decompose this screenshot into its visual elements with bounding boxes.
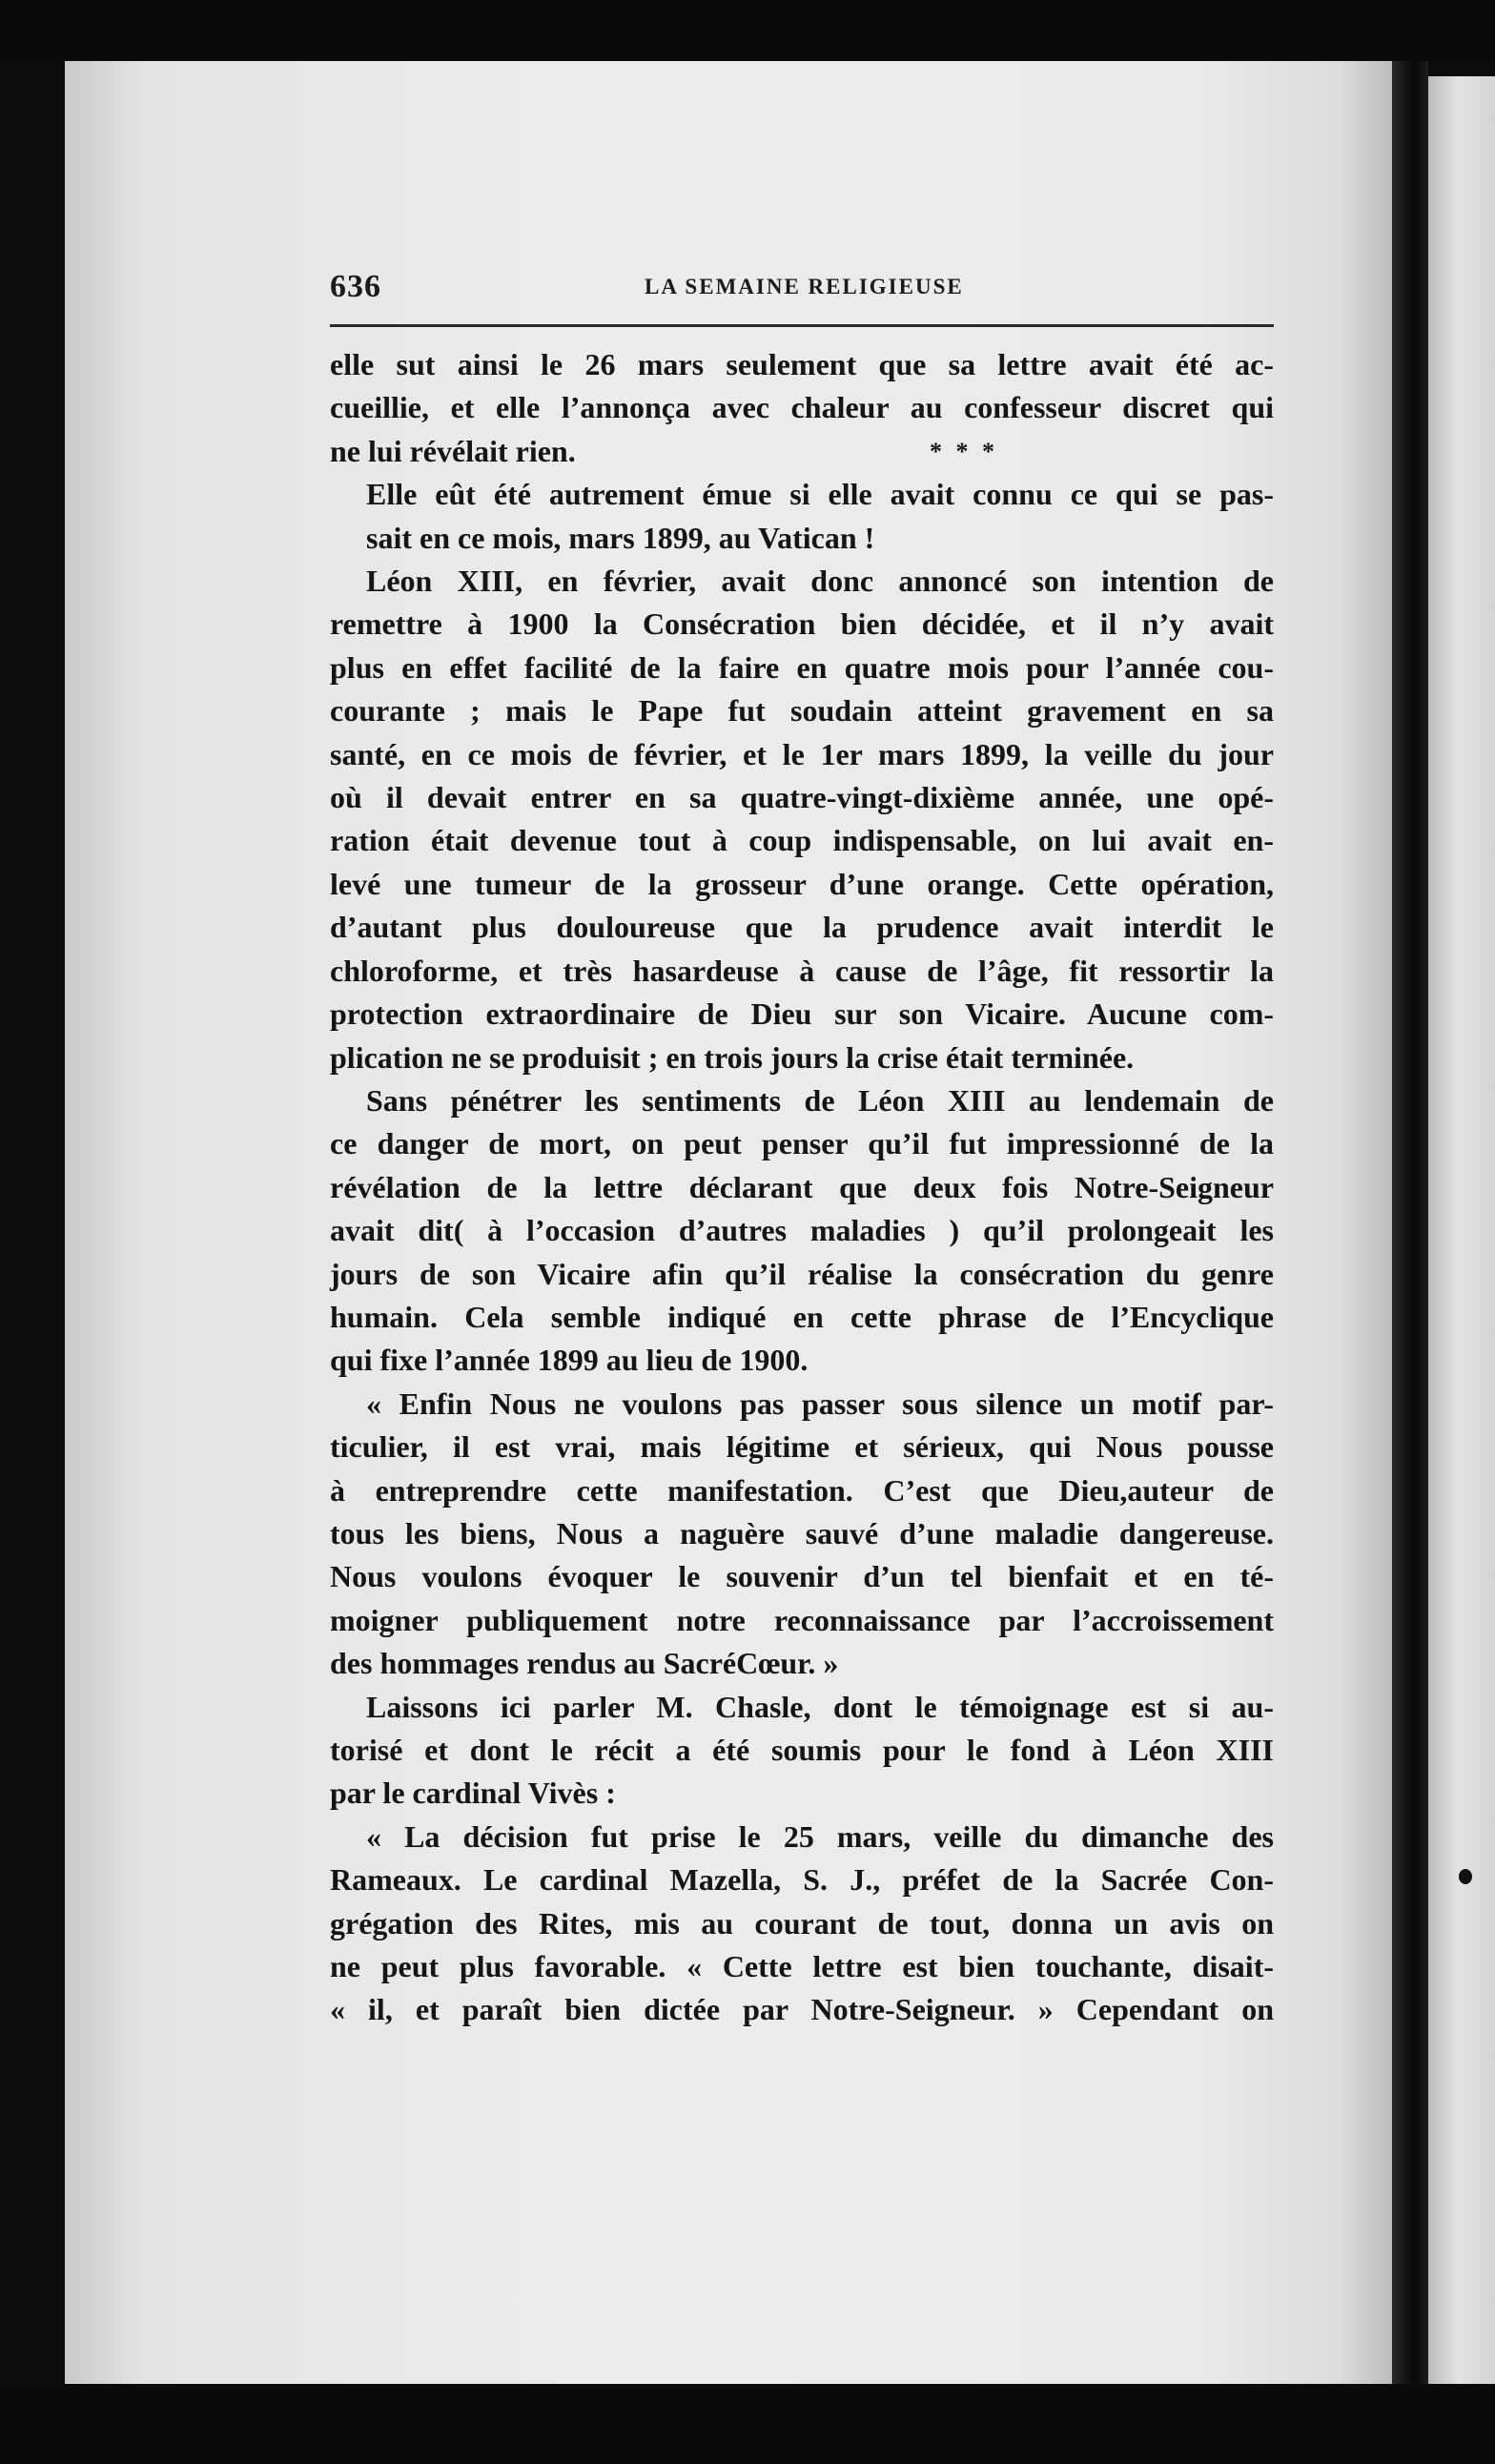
paragraph [330,1686,1274,1816]
text-line: santé, en ce mois de février, et le 1er mars 1899, la veille du jour [330,736,1274,771]
text-line: remettre à 1900 la Consécration bien décidée, et il n’y avait [330,606,1274,642]
text-line: humain. Cela semble indiqué en cette phrase de l’Encyclique [330,1299,1274,1334]
text-line: torisé et dont le récit a été soumis pour le fond à Léon XIII [330,1733,1274,1767]
paragraph [330,1816,1274,2032]
text-line: à entreprendre cette manifestation. C’est que Dieu,auteur de [330,1472,1274,1508]
text-line: levé une tumeur de la grosseur d’une orange. Cette opération, [330,866,1274,901]
text-line: « La décision fut prise le 25 mars, veille du dimanche des [366,1818,1274,1854]
body-text [330,343,1274,2032]
text-line: moigner publiquement notre reconnaissance par l’accroissement [330,1602,1274,1637]
text-line: elle sut ainsi le 26 mars seulement que sa lettre avait été ac- [330,347,1274,381]
page-number: 636 [330,269,381,304]
text-line: Léon XIII, en février, avait donc annoncé son intention de [366,564,1274,599]
text-line: qui fixe l’année 1899 au lieu de 1900. [330,1343,809,1378]
text-line: Rameaux. Le cardinal Mazella, S. J., préfet de la Sacrée Con- [330,1862,1274,1898]
text-line: ration était devenue tout à coup indispensable, on lui avait en- [330,823,1274,858]
paragraph [330,473,1274,560]
text-line: protection extraordinaire de Dieu sur son Vicaire. Aucune com- [330,996,1274,1032]
text-line: « Enfin Nous ne voulons pas passer sous silence un motif par- [366,1386,1274,1421]
text-line: plication ne se produisit ; en trois jours la crise était terminée. [330,1039,1135,1075]
book-gutter [1392,61,1428,2384]
text-line: plus en effet facilité de la faire en quatre mois pour l’année cou- [330,649,1274,685]
running-title: LA SEMAINE RELIGIEUSE [645,275,964,298]
text-line: Laissons ici parler M. Chasle, dont le témoignage est si au- [366,1689,1274,1724]
paragraph [330,560,1274,1079]
scan-border-top [0,0,1495,61]
facing-page-edge [1428,76,1495,2384]
text-line: d’autant plus douloureuse que la prudence avait interdit le [330,910,1274,945]
text-line: des hommages rendus au SacréCœur. » [330,1646,839,1681]
facing-page-mark [1459,1869,1472,1884]
text-line: chloroforme, et très hasardeuse à cause de l’âge, fit ressortir la [330,953,1274,988]
text-line: révélation de la lettre déclarant que deux fois Notre-Seigneur [330,1169,1274,1204]
text-line: où il devait entrer en sa quatre-vingt-dixième année, une opé- [330,780,1274,815]
text-line: « il, et paraît bien dictée par Notre-Seigneur. » Cependant on [330,1992,1274,2027]
text-line: jours de son Vicaire afin qu’il réalise la consécration du genre [330,1256,1274,1291]
text-line: ne peut plus favorable. « Cette lettre est bien touchante, disait- [330,1949,1274,1984]
page-header [330,269,1274,311]
text-line: ticulier, il est vrai, mais légitime et sérieux, qui Nous pousse [330,1429,1274,1465]
text-line: cueillie, et elle l’annonça avec chaleur au confesseur discret qui [330,390,1274,425]
text-line: Elle eût été autrement émue si elle avait connu ce qui se pas- [366,477,1274,512]
text-line: courante ; mais le Pape fut soudain atteint gravement en sa [330,693,1274,729]
text-line: Nous voulons évoquer le souvenir d’un tel bienfait et en té- [330,1559,1274,1594]
header-rule [330,324,1274,327]
scan-border-bottom [0,2384,1495,2464]
paragraph [330,1079,1274,1383]
text-line: grégation des Rites, mis au courant de tout, donna un avis on [330,1905,1274,1940]
paragraph: elle sut ainsi le 26 mars seulement que sa lettre avait été ac- cueillie, et elle l’annonça avec chaleur au confesseur discret qui ne lui révélait rien. * * * [330,343,1274,473]
text-line: avait dit( à l’occasion d’autres maladies ) qu’il prolongeait les [330,1213,1274,1248]
text-line: ne lui révélait rien. [330,433,576,468]
text-line: Sans pénétrer les sentiments de Léon XIII au lendemain de [366,1082,1274,1118]
text-line: par le cardinal Vivès : [330,1776,616,1811]
paragraph [330,1383,1274,1686]
text-line: ce danger de mort, on peut penser qu’il fut impressionné de la [330,1126,1274,1161]
text-line: sait en ce mois, mars 1899, au Vatican ! [366,520,875,555]
text-line: tous les biens, Nous a naguère sauvé d’une maladie dangereuse. [330,1515,1274,1550]
